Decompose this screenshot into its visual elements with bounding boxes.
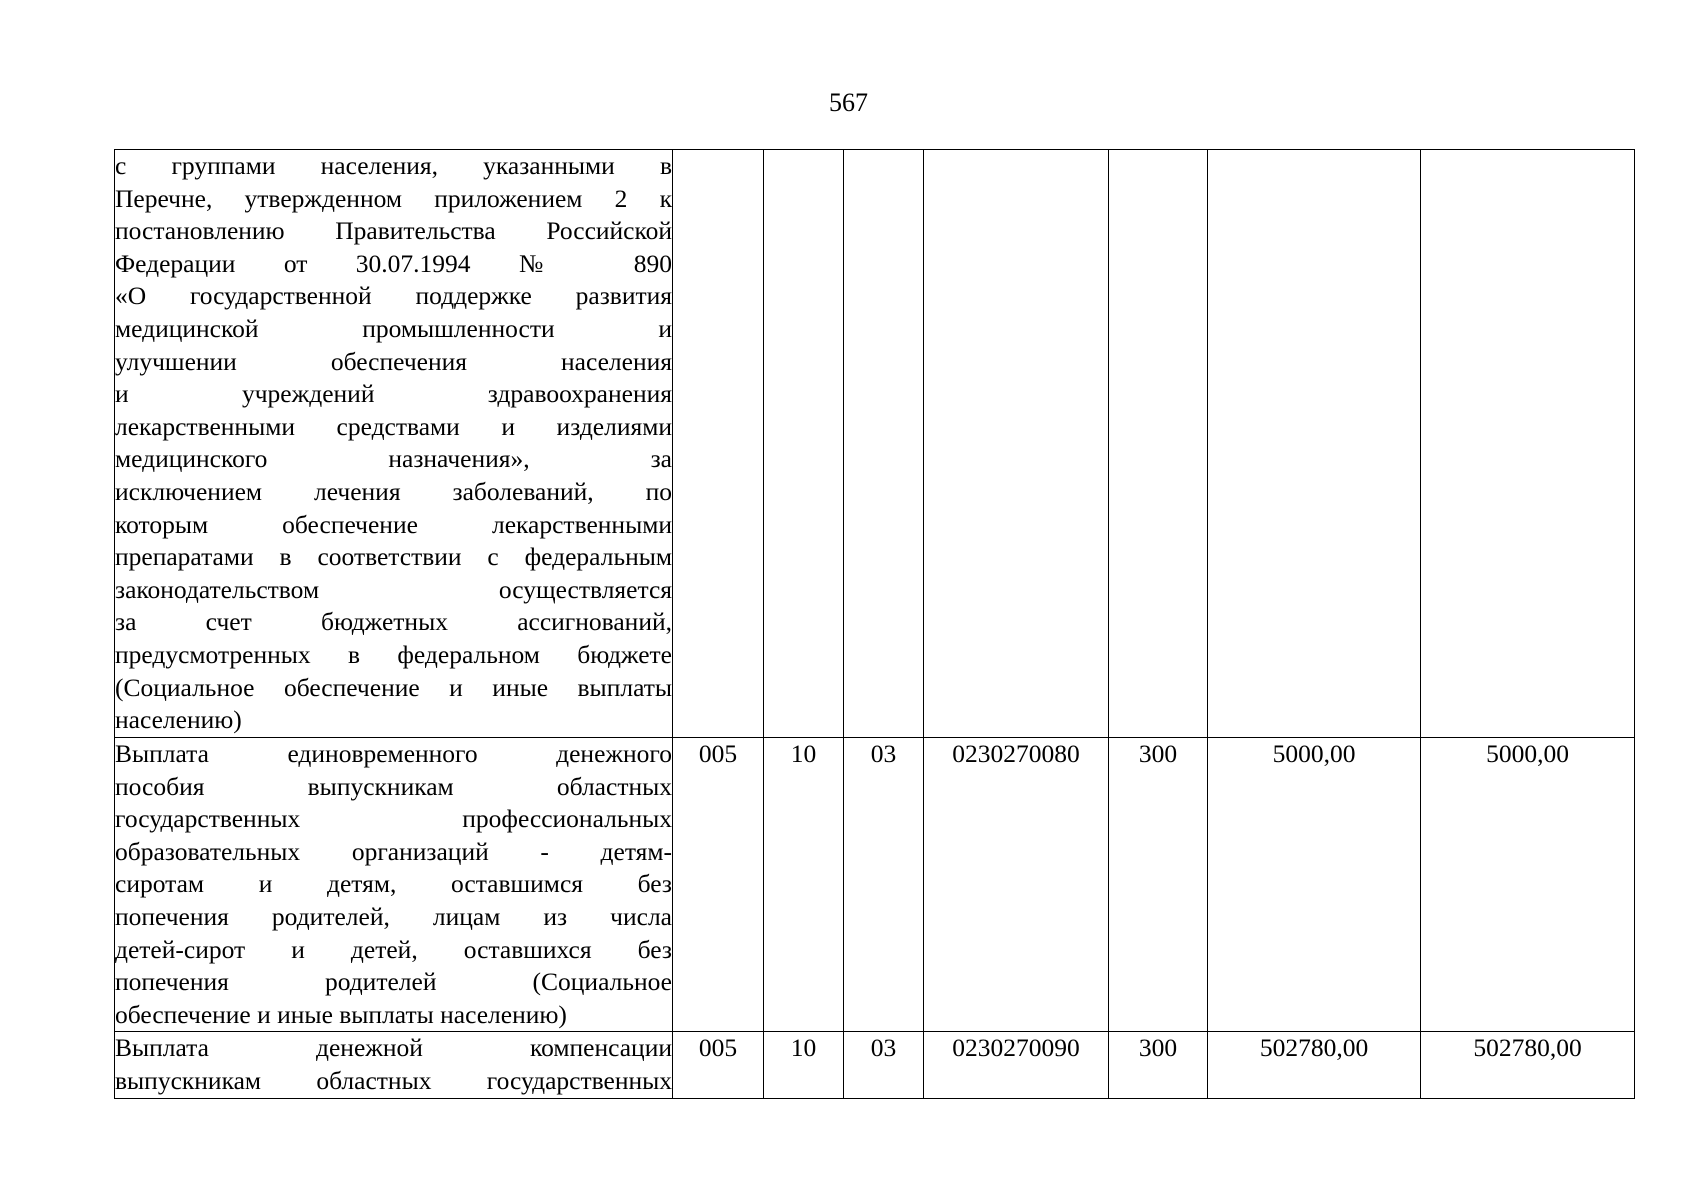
description-line: за счет бюджетных ассигнований, [115, 607, 672, 637]
row-description [115, 738, 673, 1032]
description-line: и учреждений здравоохранения [115, 379, 672, 409]
amount-2-cell: 5000,00 [1421, 738, 1635, 1032]
subsection-code-cell [844, 150, 924, 738]
amount-1-cell [1208, 150, 1421, 738]
amount-2-cell [1421, 150, 1635, 738]
description-line: Выплата денежной компенсации [115, 1033, 672, 1063]
ministry-code-cell: 005 [673, 1032, 764, 1098]
description-line: попечения родителей (Социальное [115, 967, 672, 997]
amount-1-cell: 5000,00 [1208, 738, 1421, 1032]
description-line: населению) [115, 705, 242, 735]
subsection-code-cell: 03 [844, 1032, 924, 1098]
description-line: пособия выпускникам областных [115, 771, 672, 801]
description-line: которым обеспечение лекарственными [115, 509, 672, 539]
expense-type-cell: 300 [1109, 738, 1208, 1032]
page-number: 567 [829, 88, 868, 117]
budget-table [114, 149, 1635, 1099]
section-code-cell [764, 150, 844, 738]
description-line: детей-сирот и детей, оставшихся без [115, 934, 672, 964]
description-line: попечения родителей, лицам из числа [115, 901, 672, 931]
subsection-code-cell: 03 [844, 738, 924, 1032]
amount-2-cell: 502780,00 [1421, 1032, 1635, 1098]
table-row [115, 150, 1635, 738]
amount-1-cell: 502780,00 [1208, 1032, 1421, 1098]
target-code-cell: 0230270090 [924, 1032, 1109, 1098]
ministry-code-cell: 005 [673, 738, 764, 1032]
description-line: сиротам и детям, оставшимся без [115, 869, 672, 899]
target-code-cell: 0230270080 [924, 738, 1109, 1032]
description-line: медицинской промышленности и [115, 313, 672, 343]
description-line: улучшении обеспечения населения [115, 346, 672, 376]
description-line: Выплата единовременного денежного [115, 739, 672, 768]
table-row [115, 738, 1635, 1032]
table-row [115, 1032, 1635, 1098]
description-line: препаратами в соответствии с федеральным [115, 542, 672, 572]
row-description [115, 1032, 673, 1098]
description-line: (Социальное обеспечение и иные выплаты [115, 672, 672, 702]
section-code-cell: 10 [764, 738, 844, 1032]
description-line: выпускникам областных государственных [115, 1065, 672, 1095]
description-line: «О государственной поддержке развития [115, 281, 672, 311]
description-line: предусмотренных в федеральном бюджете [115, 639, 672, 669]
description-line: Федерации от 30.07.1994 № 890 [115, 248, 672, 278]
description-line: образовательных организаций - детям- [115, 836, 672, 866]
description-line: государственных профессиональных [115, 804, 672, 834]
ministry-code-cell [673, 150, 764, 738]
description-line: лекарственными средствами и изделиями [115, 411, 672, 441]
description-line: исключением лечения заболеваний, по [115, 476, 672, 506]
description-line: законодательством осуществляется [115, 574, 672, 604]
row-description [115, 150, 673, 738]
expense-type-cell: 300 [1109, 1032, 1208, 1098]
description-line: с группами населения, указанными в [115, 151, 672, 180]
description-line: Перечне, утвержденном приложением 2 к [115, 183, 672, 213]
description-line: медицинского назначения», за [115, 444, 672, 474]
expense-type-cell [1109, 150, 1208, 738]
target-code-cell [924, 150, 1109, 738]
description-line: постановлению Правительства Российской [115, 216, 672, 246]
section-code-cell: 10 [764, 1032, 844, 1098]
description-line: обеспечение и иные выплаты населению) [115, 999, 567, 1029]
